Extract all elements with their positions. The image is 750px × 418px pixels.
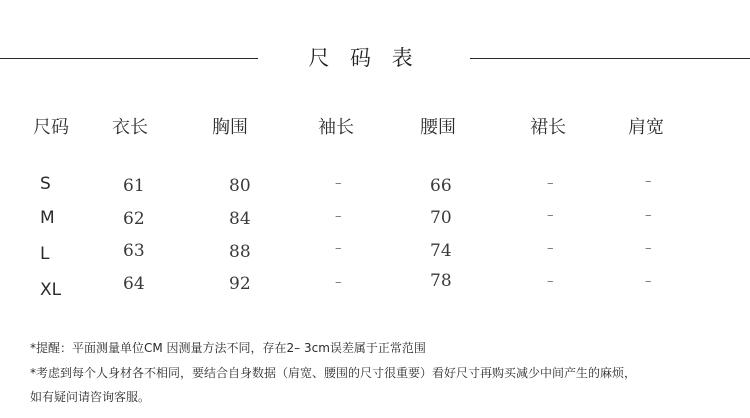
title-rule-left	[0, 58, 258, 59]
cell-chest: 88	[229, 242, 251, 262]
cell-chest: 84	[229, 209, 251, 229]
cell-skirt: –	[547, 176, 554, 191]
header-sleeve: 袖长	[318, 117, 354, 138]
cell-chest: 92	[229, 274, 251, 294]
cell-sleeve: –	[335, 241, 342, 256]
note-body-fit: *考虑到每个人身材各不相同，要结合自身数据（肩宽、腰围的尺寸很重要）看好尺寸再购买减少中间产生的麻烦，	[30, 366, 637, 380]
cell-size: S	[40, 174, 51, 194]
size-chart-title: 尺 码 表	[308, 46, 420, 70]
cell-length: 62	[123, 209, 145, 229]
cell-skirt: –	[547, 274, 554, 289]
cell-skirt: –	[547, 241, 554, 256]
cell-shoulder: –	[645, 208, 652, 223]
cell-skirt: –	[547, 208, 554, 223]
cell-shoulder: –	[645, 174, 652, 189]
cell-waist: 66	[430, 176, 452, 196]
header-waist: 腰围	[420, 117, 456, 138]
cell-chest: 80	[229, 176, 251, 196]
cell-size: XL	[40, 280, 62, 300]
header-size: 尺码	[33, 117, 69, 138]
note-measurement: *提醒：平面测量单位CM 因测量方法不同，存在2– 3cm误差属于正常范围	[30, 341, 426, 355]
cell-length: 64	[123, 274, 145, 294]
note-contact: 如有疑问请咨询客服。	[30, 390, 151, 404]
cell-shoulder: –	[645, 241, 652, 256]
header-shoulder: 肩宽	[628, 117, 664, 138]
cell-waist: 78	[430, 271, 452, 291]
header-skirt: 裙长	[530, 117, 566, 138]
cell-waist: 70	[430, 208, 452, 228]
cell-size: L	[40, 244, 50, 264]
title-rule-right	[470, 58, 750, 59]
cell-size: M	[40, 208, 55, 228]
cell-waist: 74	[430, 241, 452, 261]
header-length: 衣长	[112, 117, 148, 138]
header-chest: 胸围	[212, 117, 248, 138]
cell-sleeve: –	[335, 176, 342, 191]
cell-length: 63	[123, 241, 145, 261]
cell-sleeve: –	[335, 275, 342, 290]
cell-sleeve: –	[335, 209, 342, 224]
cell-shoulder: –	[645, 274, 652, 289]
cell-length: 61	[123, 176, 145, 196]
